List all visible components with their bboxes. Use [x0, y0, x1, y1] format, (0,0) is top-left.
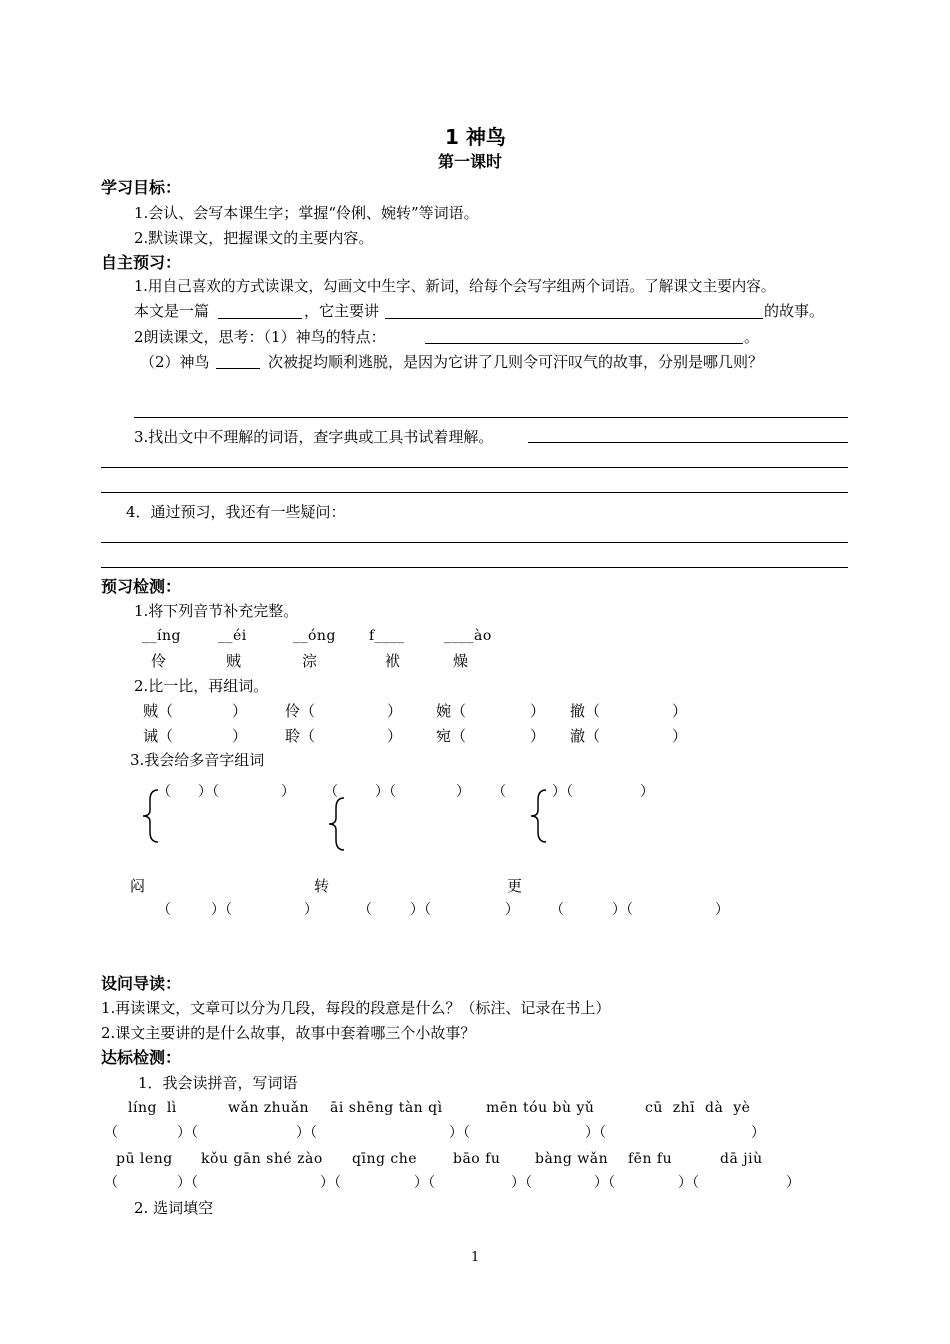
bracket: ）（ [410, 902, 431, 918]
bracket: （ [358, 902, 372, 918]
answer-line[interactable] [134, 417, 848, 418]
bracket: ）（ [594, 1175, 615, 1191]
pinyin: líng lì [128, 1100, 177, 1116]
compare-item: 伶（ [285, 702, 316, 720]
bracket: ） [786, 1175, 800, 1191]
compare-item: 贼（ [143, 702, 174, 720]
bracket: ）（ [177, 1125, 198, 1141]
preview-q2-sub-a: （2）神鸟 [140, 353, 210, 371]
bracket: ）（ [375, 784, 396, 800]
pinyin: kǒu gān shé zào [201, 1151, 323, 1167]
syllable-blank[interactable]: f____ [369, 628, 405, 644]
preview-q1-line2-c: 的故事。 [764, 302, 825, 320]
compare-item: 撤（ [570, 702, 601, 720]
check-question-3: 3.我会给多音字组词 [130, 751, 265, 769]
syllable-blank[interactable]: __óng [293, 628, 336, 644]
bracket: （ [104, 1125, 118, 1141]
polyphone-char: 闷 [130, 877, 146, 895]
bracket: ）（ [320, 1175, 341, 1191]
test-question-2: 2. 选词填空 [134, 1199, 214, 1217]
guide-item: 1.再读课文，文章可以分为几段，每段的段意是什么？（标注、记录在书上） [101, 999, 611, 1017]
blank-line[interactable] [425, 343, 743, 344]
compare-item: 婉（ [436, 702, 467, 720]
answer-line[interactable] [101, 567, 848, 568]
bracket: （ [492, 784, 506, 800]
bracket: ） [304, 902, 318, 918]
pinyin: dā jiù [720, 1151, 763, 1167]
pinyin: cū zhī dà yè [645, 1100, 751, 1116]
bracket: ） [456, 784, 470, 800]
bracket: ） [640, 784, 654, 800]
preview-heading: 自主预习： [101, 253, 182, 272]
bracket: ）（ [585, 1125, 606, 1141]
guide-item: 2.课文主要讲的是什么故事，故事中套着哪三个小故事？ [101, 1024, 476, 1042]
bracket: ）（ [177, 1175, 198, 1191]
preview-q2-sub-b: 次被捉均顺利逃脱，是因为它讲了几则令可汗叹气的故事，分别是哪几则？ [268, 353, 764, 371]
compare-close: ） [530, 727, 546, 745]
bracket: （ [157, 902, 171, 918]
bracket: ）（ [198, 784, 219, 800]
bracket: ）（ [296, 1125, 317, 1141]
pinyin: āi shēng tàn qì [330, 1100, 443, 1116]
blank-line[interactable] [216, 368, 260, 369]
blank-line[interactable] [385, 318, 763, 319]
bracket: ） [751, 1125, 765, 1141]
check-question-1: 1.将下列音节补充完整。 [134, 602, 299, 620]
bracket: （ [324, 784, 338, 800]
compare-item: 澈（ [570, 727, 601, 745]
answer-line[interactable] [101, 467, 848, 468]
syllable-blank[interactable]: __éi [218, 628, 247, 644]
preview-question-2: 2朗读课文，思考：（1）神鸟的特点： [134, 328, 386, 346]
polyphone-char: 更 [507, 877, 523, 895]
objectives-heading: 学习目标： [101, 178, 182, 197]
bracket: ） [281, 784, 295, 800]
compare-close: ） [672, 702, 688, 720]
curly-brace-icon [326, 796, 348, 852]
syllable-char: 燥 [453, 652, 469, 670]
compare-close: ） [387, 702, 403, 720]
syllable-blank[interactable]: ____ào [444, 628, 492, 644]
answer-line[interactable] [528, 442, 848, 443]
bracket: ）（ [414, 1175, 435, 1191]
pinyin: bàng wǎn [535, 1151, 609, 1167]
bracket: （ [157, 784, 171, 800]
blank-line[interactable] [218, 318, 302, 319]
check-question-2: 2.比一比，再组词。 [134, 677, 269, 695]
pinyin: fēn fu [628, 1151, 673, 1167]
bracket: ）（ [449, 1125, 470, 1141]
preview-question-3: 3.找出文中不理解的词语，查字典或工具书试着理解。 [134, 428, 494, 446]
syllable-blank[interactable]: __íng [142, 628, 181, 644]
bracket: ）（ [511, 1175, 532, 1191]
objective-item: 2.默读课文，把握课文的主要内容。 [134, 229, 374, 247]
pinyin: wǎn zhuǎn [228, 1100, 310, 1116]
objective-item: 1.会认、会写本课生字；掌握“伶俐、婉转”等词语。 [134, 204, 479, 222]
answer-line[interactable] [101, 542, 848, 543]
bracket: ）（ [552, 784, 573, 800]
test-question-1: 1．我会读拼音，写词语 [138, 1074, 298, 1092]
compare-item: 宛（ [436, 727, 467, 745]
compare-close: ） [530, 702, 546, 720]
syllable-char: 袱 [385, 652, 401, 670]
compare-close: ） [672, 727, 688, 745]
compare-item: 聆（ [285, 727, 316, 745]
page-subtitle: 第一课时 [438, 152, 503, 171]
syllable-char: 贼 [226, 652, 242, 670]
compare-close: ） [232, 702, 248, 720]
curly-brace-icon [528, 788, 550, 844]
compare-close: ） [387, 727, 403, 745]
bracket: ）（ [678, 1175, 699, 1191]
syllable-char: 淙 [302, 652, 318, 670]
check-heading: 预习检测： [101, 577, 182, 596]
compare-item: 诫（ [143, 727, 174, 745]
pinyin: bāo fu [453, 1151, 501, 1167]
pinyin: qīng che [352, 1151, 418, 1167]
syllable-char: 伶 [151, 652, 167, 670]
curly-brace-icon [140, 788, 162, 844]
preview-q2-end: 。 [744, 328, 760, 346]
preview-question-1: 1.用自己喜欢的方式读课文，勾画文中生字、新词，给每个会写字组两个词语。了解课文主要内容。 [134, 278, 776, 295]
test-heading: 达标检测： [101, 1048, 182, 1067]
bracket: ）（ [211, 902, 232, 918]
bracket: （ [550, 902, 564, 918]
preview-q1-line2-a: 本文是一篇 [134, 302, 210, 320]
bracket: ）（ [612, 902, 633, 918]
preview-question-4: 4．通过预习，我还有一些疑问： [126, 503, 346, 521]
answer-line[interactable] [101, 492, 848, 493]
polyphone-char: 转 [314, 877, 330, 895]
compare-close: ） [232, 727, 248, 745]
preview-q1-line2-b: ，它主要讲 [304, 302, 380, 320]
bracket: ） [715, 902, 729, 918]
bracket: ） [505, 902, 519, 918]
pinyin: pū leng [116, 1151, 173, 1167]
guide-heading: 设问导读： [101, 974, 182, 993]
page-number: 1 [471, 1250, 480, 1265]
page-title: 1 神鸟 [445, 125, 506, 149]
bracket: （ [104, 1175, 118, 1191]
pinyin: mēn tóu bù yǔ [486, 1100, 595, 1116]
